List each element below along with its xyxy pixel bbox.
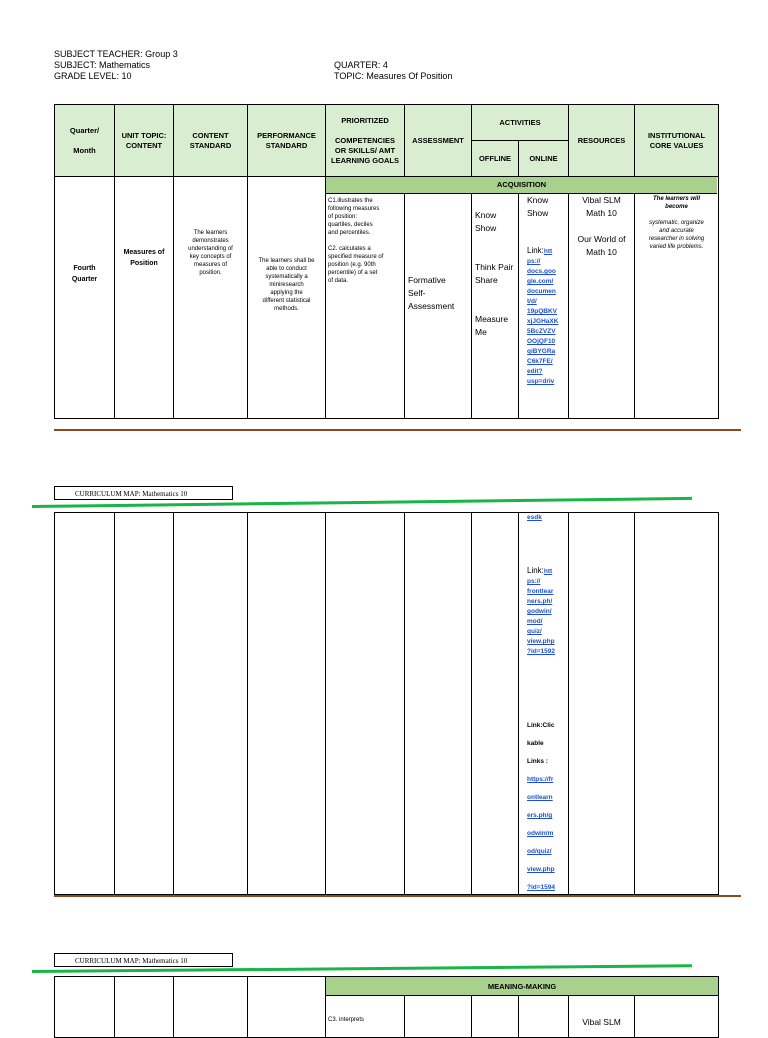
header-content-standard: CONTENT STANDARD [174, 105, 248, 177]
header-core-values: INSTITUTIONAL CORE VALUES [635, 105, 719, 177]
header-resources: RESOURCES [569, 105, 635, 177]
link-line[interactable]: ?id=1594 [527, 884, 556, 891]
link-label-line: kable [527, 740, 544, 747]
online-activities-cell: Know Show Link:htt ps:// docs.goo gle.com/ documen t/d/ 19pQBKV xjJGHaXK 5BcZVZV OOjQF10 qiBYGRa C6k7FE/ edit? usp=driv [519, 177, 569, 419]
subject: SUBJECT: Mathematics [54, 60, 151, 70]
link-line[interactable]: od/quiz/ [527, 848, 552, 855]
link-line[interactable]: edit? [527, 368, 543, 375]
link-line[interactable]: usp=driv [527, 378, 555, 385]
section-meaning-making: MEANING-MAKING [326, 977, 719, 996]
online-link-3[interactable] [527, 714, 566, 894]
curriculum-table-page1 [54, 104, 719, 419]
curriculum-table-page3 [54, 976, 719, 1038]
curriculum-table-page2 [54, 512, 719, 895]
offline-activities-cell: Know Show Think Pair Share Measure Me [472, 177, 519, 419]
link-line[interactable]: frontlear [527, 588, 554, 595]
link-line[interactable]: 5BcZVZV [527, 328, 556, 335]
topic: TOPIC: Measures Of Position [334, 71, 453, 81]
quarter-cell: Fourth Quarter [55, 177, 115, 419]
resources-cell-3: Vibal SLM [569, 996, 635, 1038]
link-line[interactable]: ers.ph/g [527, 812, 553, 819]
online-link-1[interactable]: Link:htt ps:// docs.goo gle.com/ documen t/d/ 19pQBKV xjJGHaXK 5BcZVZV OOjQF10 qiBYGRa C6k7FE/ edit? usp=driv [527, 246, 559, 385]
header-assessment: ASSESSMENT [405, 105, 472, 177]
link-line[interactable]: https://fr [527, 776, 554, 783]
online-link-2[interactable]: Link:htt ps:// frontlear ners.ph/ godwin/ mod/ quiz/ view.php ?id=1592 [527, 566, 556, 655]
link-line[interactable]: ontlearn [527, 794, 553, 801]
header-quarter-month: Quarter/ Month [55, 105, 115, 177]
header-unit-topic: UNIT TOPIC: CONTENT [115, 105, 174, 177]
assessment-cell: Formative Self- Assessment [405, 177, 472, 419]
header-online: ONLINE [519, 141, 569, 177]
link-line[interactable]: xjJGHaXK [527, 318, 559, 325]
link-line[interactable]: t/d/ [527, 298, 537, 305]
link-line[interactable]: view.php [527, 866, 555, 873]
resources-cell: Vibal SLM Math 10 Our World of Math 10 [569, 177, 635, 419]
page-divider-1 [54, 429, 741, 431]
link-line[interactable]: C6k7FE/ [527, 358, 553, 365]
header-prioritized-competencies: PRIORITIZED COMPETENCIES OR SKILLS/ AMT LEARNING GOALS [326, 105, 405, 177]
link-line[interactable]: documen [527, 288, 556, 295]
link-line[interactable]: OOjQF10 [527, 338, 556, 345]
page-divider-2 [54, 895, 741, 897]
competencies-text: C1.illustrates the following measures of position: quartiles, deciles and percentiles. C2. calculates a specified measure of position (e.g. 90th percentile) of a set of data. [328, 198, 384, 284]
link-line[interactable]: ps:// [527, 258, 541, 265]
competency-c3: C3. interprets [326, 996, 405, 1038]
link-line[interactable]: odwin/m [527, 830, 554, 837]
link-line[interactable]: view.php [527, 638, 555, 645]
link-line[interactable]: htt [543, 248, 553, 255]
header-offline: OFFLINE [472, 141, 519, 177]
curriculum-map-label-3: CURRICULUM MAP: Mathematics 10 [54, 953, 233, 967]
link-line[interactable]: docs.goo [527, 268, 556, 275]
link-line[interactable]: mod/ [527, 618, 543, 625]
link-line[interactable]: ?id=1592 [527, 648, 556, 655]
link-label-line: Link:Clic [527, 722, 555, 729]
content-standard-cell: The learners demonstrates understanding of key concepts of measures of position. [174, 177, 248, 419]
unit-topic-cell: Measures of Position [115, 177, 174, 419]
online-links-cell-2 [519, 513, 569, 895]
header-left [54, 49, 178, 82]
header-right [334, 60, 452, 82]
link-line[interactable]: gle.com/ [527, 278, 554, 285]
header-activities: ACTIVITIES [472, 105, 569, 141]
link-line[interactable]: htt [543, 568, 553, 575]
subject-teacher: SUBJECT TEACHER: Group 3 [54, 49, 178, 59]
grade-level: GRADE LEVEL: 10 [54, 71, 132, 81]
link-line[interactable]: qiBYGRa [527, 348, 556, 355]
link-line[interactable]: quiz/ [527, 628, 542, 635]
link-label-line: Links : [527, 758, 548, 765]
quarter: QUARTER: 4 [334, 60, 388, 70]
link-line[interactable]: ners.ph/ [527, 598, 553, 605]
section-acquisition: ACQUISITION [326, 177, 717, 194]
header-performance-standard: PERFORMANCE STANDARD [248, 105, 326, 177]
link-fragment[interactable]: esdk [527, 514, 542, 521]
curriculum-map-label-2: CURRICULUM MAP: Mathematics 10 [54, 486, 233, 500]
link-line[interactable]: ps:// [527, 578, 541, 585]
core-values-cell: The learners will become systematic, organize and accurate researcher in solving varied life problems. [635, 177, 719, 419]
link-line[interactable]: 19pQBKV [527, 308, 557, 315]
performance-standard-cell: The learners shall be able to conduct systematically a miniresearch applying the different statistical methods. [248, 177, 326, 419]
link-line[interactable]: godwin/ [527, 608, 552, 615]
